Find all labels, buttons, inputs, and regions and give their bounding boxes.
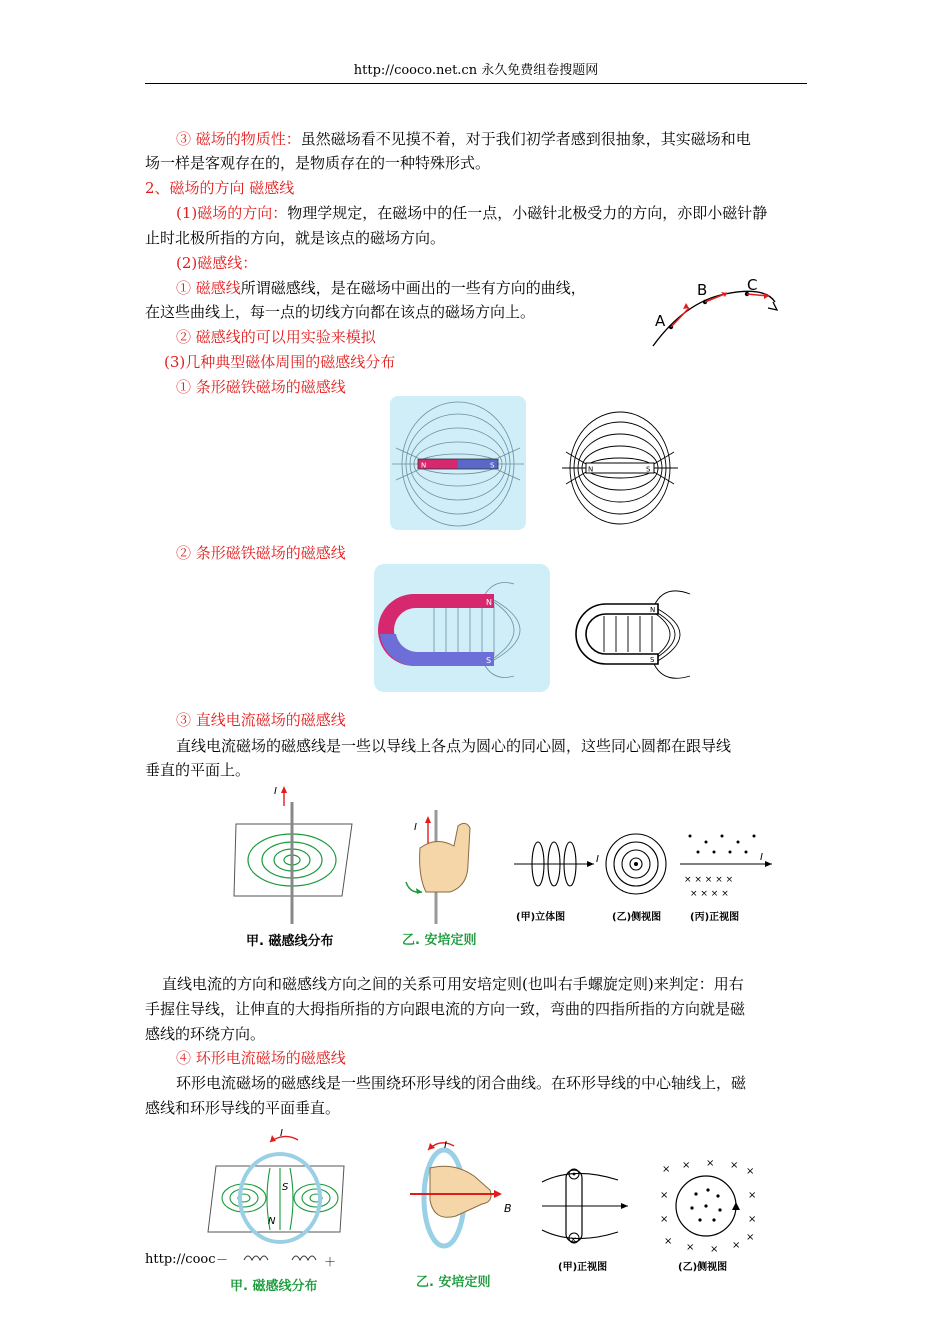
svg-text:×: ×	[746, 1166, 755, 1177]
paragraph-ampere-rule-line1: 直线电流的方向和磁感线方向之间的关系可用安培定则(也叫右手螺旋定则)来判定：用右	[162, 975, 744, 993]
bar-magnet-field-drawing	[560, 408, 680, 526]
svg-text:×: ×	[682, 1160, 691, 1171]
svg-text:×: ×	[662, 1164, 671, 1175]
current-label: I	[280, 1128, 283, 1139]
straight-current-views-figure	[510, 822, 780, 932]
paragraph-straight-current-line2: 垂直的平面上。	[145, 761, 251, 779]
south-label: S	[282, 1182, 289, 1193]
north-pole-label: N	[486, 598, 492, 607]
figure-caption: (甲)正视图	[558, 1262, 608, 1273]
terminal-plus: ＋	[324, 1255, 337, 1269]
item-heading: ② 磁感线的可以用实验来模拟	[176, 328, 376, 346]
loop-current-ampere-rule-figure	[404, 1136, 524, 1296]
figure-caption: (甲)立体图	[516, 912, 566, 923]
section-heading: 2、磁场的方向 磁感线	[145, 179, 295, 197]
paragraph-text: 虽然磁场看不见摸不着，对于我们初学者感到很抽象，其实磁场和电	[300, 130, 751, 148]
u-magnet-field-drawing	[572, 578, 706, 690]
field-line-tangent-figure	[645, 272, 785, 352]
north-label: N	[268, 1216, 276, 1227]
paragraph-text: 所谓磁感线，是在磁场中画出的一些有方向的曲线，	[240, 279, 586, 297]
north-pole-label: N	[588, 465, 594, 474]
svg-text:×: ×	[686, 1242, 695, 1253]
svg-text:×: ×	[660, 1214, 669, 1225]
paragraph-field-lines-line2: 在这些曲线上，每一点的切线方向都在该点的磁场方向上。	[145, 303, 536, 321]
paragraph-loop-current-line2: 感线和环形导线的平面垂直。	[145, 1099, 341, 1117]
point-a-label: A	[655, 312, 666, 330]
item-number: ③ 磁场的物质性：	[176, 130, 301, 148]
svg-text:×: ×	[748, 1190, 757, 1201]
figure-caption: 乙. 安培定则	[402, 933, 477, 948]
item-heading: ③ 直线电流磁场的磁感线	[176, 711, 346, 729]
figure-caption: 甲. 磁感线分布	[230, 1279, 318, 1294]
point-b-label: B	[697, 281, 708, 299]
svg-text:× × × ×: × × × ×	[690, 889, 729, 899]
svg-text:×: ×	[570, 1235, 577, 1244]
svg-text:×: ×	[732, 1240, 741, 1251]
point-c-label: C	[747, 276, 758, 294]
figure-caption: (乙)侧视图	[678, 1262, 728, 1273]
svg-text:×: ×	[730, 1160, 739, 1171]
loop-current-side-view-figure	[656, 1158, 758, 1274]
svg-text:×: ×	[748, 1214, 757, 1225]
paragraph-text: 物理学规定，在磁场中的任一点，小磁针北极受力的方向，亦即小磁针静	[287, 204, 768, 222]
figure-caption: (乙)侧视图	[612, 912, 662, 923]
item-label: ① 磁感线	[176, 279, 241, 297]
south-pole-label: S	[650, 656, 655, 664]
item-heading: ④ 环形电流磁场的磁感线	[176, 1049, 346, 1067]
u-magnet-filings-photo	[374, 564, 550, 692]
subsection-label: (1)磁场的方向：	[176, 204, 288, 222]
paragraph-ampere-rule-line2: 手握住导线，让伸直的大拇指所指的方向跟电流的方向一致，弯曲的四指所指的方向就是磁	[145, 1000, 746, 1018]
field-b-label: B	[504, 1202, 512, 1215]
bar-magnet-filings-photo	[390, 396, 526, 530]
svg-text:× × × × ×: × × × × ×	[684, 875, 734, 885]
loop-current-front-view-figure	[536, 1152, 646, 1276]
south-pole-label: S	[646, 465, 651, 474]
north-pole-label: N	[421, 461, 427, 470]
page-footer: http://cooc	[145, 1252, 216, 1267]
paragraph-magnetic-substance-line2: 场一样是客观存在的，是物质存在的一种特殊形式。	[145, 154, 491, 172]
north-pole-label: N	[650, 606, 656, 614]
current-label: I	[596, 854, 599, 865]
terminal-minus: －	[216, 1253, 229, 1267]
current-label: I	[274, 786, 277, 797]
svg-text:×: ×	[706, 1158, 715, 1169]
svg-text:×: ×	[664, 1236, 673, 1247]
item-heading: ② 条形磁铁磁场的磁感线	[176, 544, 346, 562]
south-pole-label: S	[490, 461, 495, 470]
paragraph-straight-current-line1: 直线电流磁场的磁感线是一些以导线上各点为圆心的同心圆，这些同心圆都在跟导线	[176, 737, 732, 755]
paragraph-field-direction-line1	[176, 203, 767, 223]
paragraph-magnetic-substance-line1	[176, 129, 751, 149]
subsection-heading: (3)几种典型磁体周围的磁感线分布	[164, 353, 396, 371]
item-heading: ① 条形磁铁磁场的磁感线	[176, 378, 346, 396]
south-pole-label: S	[486, 656, 492, 665]
svg-text:×: ×	[746, 1232, 755, 1243]
loop-current-field-figure	[204, 1124, 354, 1302]
figure-caption: (丙)正视图	[690, 912, 740, 923]
figure-caption: 甲. 磁感线分布	[246, 934, 334, 949]
paragraph-ampere-rule-line3: 感线的环绕方向。	[145, 1025, 266, 1043]
straight-current-field-figure	[232, 782, 362, 952]
paragraph-field-direction-line2: 止时北极所指的方向，就是该点的磁场方向。	[145, 229, 446, 247]
straight-current-ampere-rule-figure	[396, 806, 496, 952]
subsection-label: (2)磁感线：	[176, 254, 258, 272]
paragraph-loop-current-line1: 环形电流磁场的磁感线是一些围绕环形导线的闭合曲线。在环形导线的中心轴线上，磁	[176, 1074, 747, 1092]
current-label: I	[444, 1140, 447, 1151]
paragraph-field-lines-line1	[176, 278, 586, 298]
current-label: I	[760, 852, 763, 863]
figure-caption: 乙. 安培定则	[416, 1275, 491, 1290]
page-header: http://cooco.net.cn 永久免费组卷搜题网	[353, 63, 599, 78]
svg-text:×: ×	[710, 1244, 719, 1255]
header-divider	[145, 83, 807, 84]
current-label: I	[414, 822, 417, 833]
svg-text:×: ×	[660, 1190, 669, 1201]
